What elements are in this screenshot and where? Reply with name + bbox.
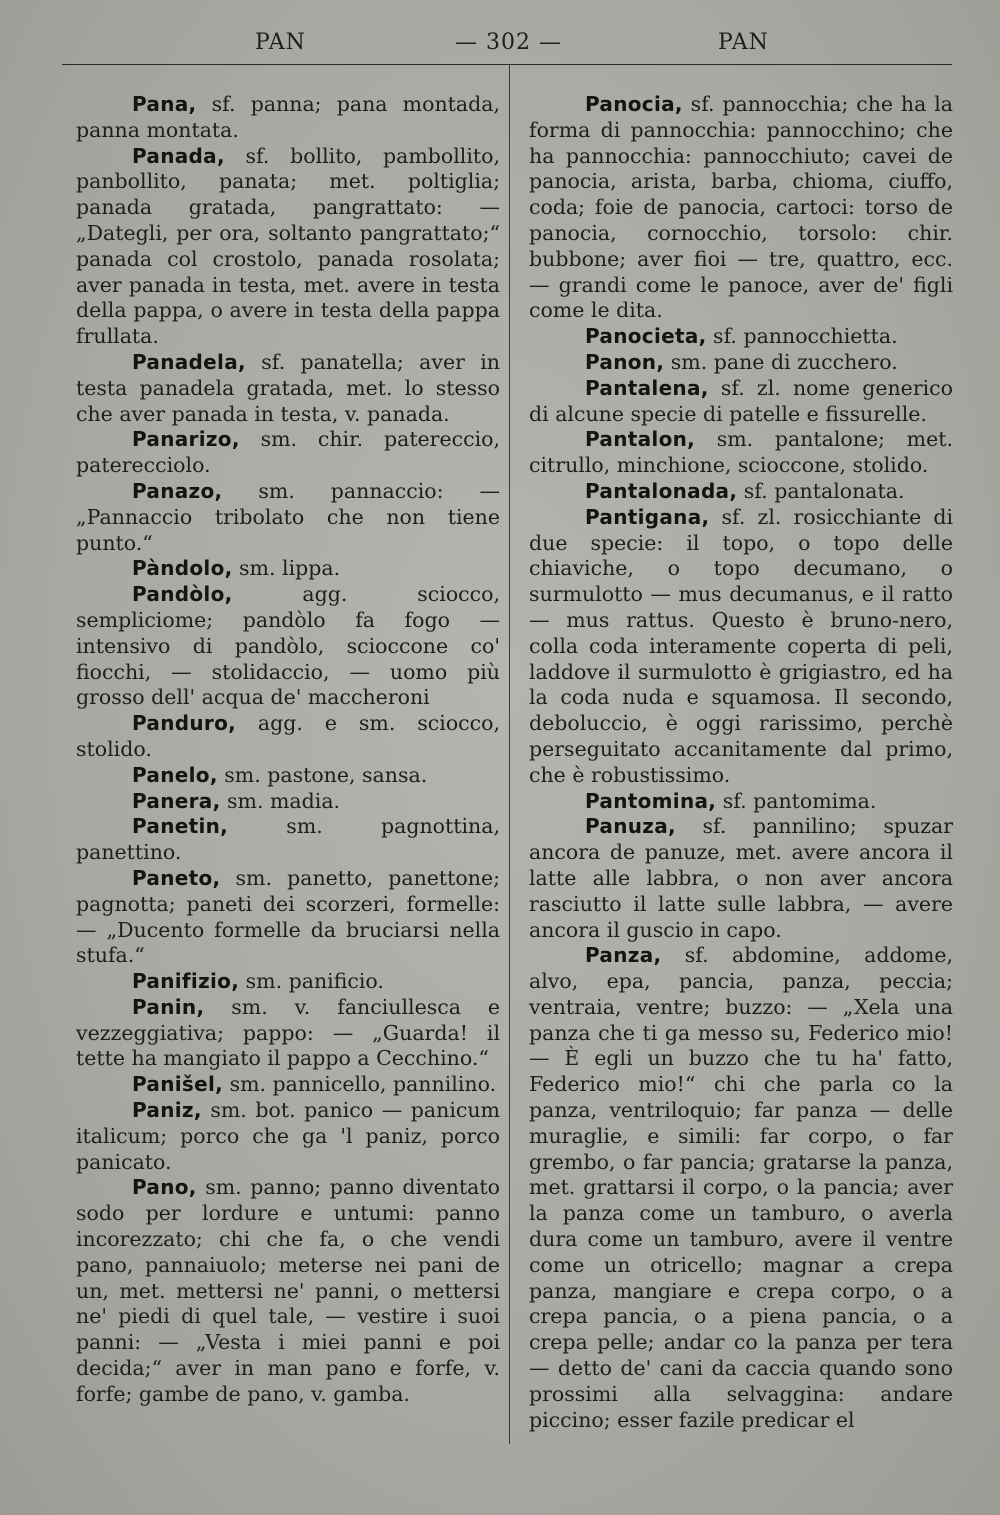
dictionary-entry	[76, 350, 500, 427]
entry-definition: sf. pantalonata.	[737, 478, 905, 503]
dictionary-entry	[76, 763, 500, 789]
entry-headword: Panuza,	[585, 814, 676, 839]
dictionary-entry	[529, 324, 953, 350]
running-head-left: PAN	[255, 30, 306, 55]
entry-definition: sf. panna; pana montada, panna montata.	[76, 92, 500, 142]
entry-headword: Paneto,	[132, 865, 221, 890]
entry-definition: sf. zl. rosicchiante di due specie: il topo, o topo delle chiaviche, o topo decumano, o surmulotto — mus decumanus, e il ratto — mus rattus. Questo è bruno-nero, colla coda interamente coperta di peli, laddove il surmulotto è grigiastro, ed ha la coda nuda e squamosa. Il secondo, deboluccio, è oggi rarissimo, perchè perseguitato accanitamente dal primo, che è robustissimo.	[529, 504, 953, 787]
entry-definition: sm. pane di zucchero.	[664, 349, 898, 374]
dictionary-entry	[76, 556, 500, 582]
entry-headword: Panduro,	[132, 711, 237, 736]
entry-definition: sm. pannaccio: — „Pannaccio tribolato che non tiene punto.“	[76, 478, 500, 555]
entry-definition: sm. pagnottina, panettino.	[76, 814, 500, 865]
entry-headword: Pandòlo,	[132, 582, 233, 607]
dictionary-entry	[76, 427, 500, 479]
entry-definition: sm. panetto, panettone; pagnotta; paneti dei scorzeri, formelle: — „Ducento formelle da bruciarsi nella stufa.“	[76, 865, 500, 968]
running-head-right: PAN	[718, 30, 769, 55]
dictionary-entry	[76, 814, 500, 866]
header-rule	[62, 64, 952, 65]
entry-definition: sm. pannicello, pannilino.	[223, 1072, 497, 1097]
entry-headword: Panza,	[585, 943, 662, 968]
entry-definition: sm. pastone, sansa.	[217, 762, 428, 787]
right-column	[529, 92, 953, 1433]
dictionary-entry	[529, 479, 953, 505]
entry-headword: Panon,	[585, 349, 665, 374]
entry-headword: Panazo,	[132, 478, 223, 503]
entry-definition: sf. pannocchia; che ha la forma di pannocchia: pannocchino; che ha pannocchia: pannocchiuto; cavei de panocia, arista, barba, chioma, ciuffo, coda; foie de panocia, cartoci: torso de panocia, cornocchio, torsolo: chir. bubbone; aver fioi — tre, quattro, ecc. — grandi come le panoce, aver de' figli come le dita.	[529, 92, 953, 323]
dictionary-entry	[76, 789, 500, 815]
entry-definition: sf. zl. nome generico di alcune specie di patelle e fissurelle.	[529, 375, 953, 426]
entry-headword: Panarizo,	[132, 427, 240, 452]
entry-definition: sm. madia.	[220, 788, 341, 813]
dictionary-entry	[529, 943, 953, 1433]
entry-definition: sf. abdomine, addome, alvo, epa, pancia, panza, peccia; ventraia, ventre; buzzo: — „Xela una panza che ti ga messo su, Federico mio! — È egli un buzzo che tu ha' fatto, Federico mio!“ chi che parla co la panza, ventriloquio; far panza — delle muraglie, e simili: far corpo, o far grembo, o far pancia; gratarse la panza, met. grattarsi il corpo, o la pancia; aver la panza come un tamburo, o averla dura come un tamburo, avere il ventre come un otricello; magnar a crepa panza, mangiare e crepa corpo, o a crepa pancia, o a piena pancia, o a crepa pelle; andar co la panza per tera — detto de' cani da caccia quando sono prossimi alla selvaggina: andare piccino; esser fazile predicar el	[529, 943, 953, 1432]
entry-headword: Pana,	[132, 92, 197, 116]
entry-definition: agg. e sm. sciocco, stolido.	[76, 711, 500, 761]
entry-headword: Pantalena,	[585, 375, 709, 400]
entry-headword: Panelo,	[132, 762, 218, 787]
dictionary-entry	[529, 92, 953, 324]
dictionary-entry	[529, 789, 953, 815]
entry-headword: Pantigana,	[585, 504, 710, 529]
column-divider	[509, 64, 510, 1444]
entry-headword: Pantalon,	[585, 427, 696, 452]
entry-headword: Panetin,	[132, 814, 229, 839]
dictionary-entry	[76, 711, 500, 763]
entry-definition: sm. pantalone; met. citrullo, minchione, scioccone, stolido.	[529, 427, 953, 478]
entry-definition: agg. sciocco, sempliciome; pandòlo fa fogo — intensivo di pandòlo, scioccone co' fiocchi, — stolidaccio, — uomo più grosso dell' acqua de' maccheroni	[76, 582, 500, 710]
entry-definition: sm. v. fanciullesca e vezzeggiativa; pappo: — „Guarda! il tette ha mangiato il pappo a Cecchino.“	[76, 994, 500, 1071]
dictionary-entry	[76, 92, 500, 144]
entry-headword: Panadela,	[132, 349, 246, 374]
dictionary-entry	[76, 1072, 500, 1098]
entry-headword: Panifizio,	[132, 969, 240, 994]
entry-definition: sf. pannilino; spuzar ancora de panuze, met. avere ancora il latte alle labbra, o non aver ancora rasciutto il latte sulle labbra, — avere ancora il guscio in capo.	[529, 814, 953, 942]
page-number: — 302 —	[455, 30, 562, 55]
dictionary-entry	[529, 505, 953, 789]
dictionary-entry	[529, 376, 953, 428]
entry-headword: Pano,	[132, 1175, 197, 1200]
dictionary-entry	[529, 350, 953, 376]
dictionary-entry	[76, 995, 500, 1072]
entry-definition: sf. pantomima.	[716, 788, 877, 813]
entry-headword: Panada,	[132, 143, 225, 168]
entry-headword: Panin,	[132, 994, 205, 1019]
entry-definition: sf. bollito, pambollito, panbollito, panata; met. poltiglia; panada gratada, pangrattato: — „Dategli, per ora, soltanto pangrattato;“ panada col crostolo, panada rosolata; aver panada in testa, met. avere in testa della pappa, o avere in testa della pappa frullata.	[76, 143, 500, 349]
entry-headword: Panišel,	[132, 1072, 224, 1097]
dictionary-entry	[76, 1175, 500, 1407]
entry-definition: sm. panificio.	[239, 969, 384, 994]
left-column	[76, 92, 500, 1408]
dictionary-entry	[76, 144, 500, 350]
entry-headword: Pàndolo,	[132, 556, 233, 581]
entry-definition: sm. bot. panico — panicum italicum; porco che ga 'l paniz, porco panicato.	[76, 1098, 500, 1174]
entry-headword: Panocia,	[585, 92, 683, 116]
entry-headword: Paniz,	[132, 1098, 202, 1123]
dictionary-entry	[529, 814, 953, 943]
entry-headword: Pantomina,	[585, 788, 717, 813]
entry-headword: Panera,	[132, 788, 221, 813]
dictionary-entry	[76, 582, 500, 711]
entry-headword: Panocieta,	[585, 324, 707, 349]
entry-definition: sm. lippa.	[232, 556, 341, 581]
dictionary-entry	[76, 866, 500, 969]
running-head	[0, 30, 1000, 64]
entry-definition: sf. pannocchietta.	[706, 324, 898, 349]
dictionary-entry	[76, 1098, 500, 1175]
entry-headword: Pantalonada,	[585, 478, 738, 503]
entry-definition: sf. panatella; aver in testa panadela gratada, met. lo stesso che aver panada in testa, v. panada.	[76, 349, 500, 426]
entry-definition: sm. chir. patereccio, paterecciolo.	[76, 427, 500, 478]
dictionary-entry	[529, 427, 953, 479]
dictionary-entry	[76, 479, 500, 556]
entry-definition: sm. panno; panno diventato sodo per lordure e untumi: panno incorezzato; chi che fa, o che vendi pano, pannaiuolo; meterse nei pani de un, met. mettersi ne' panni, o mettersi ne' piedi di quel tale, — vestire i suoi panni: — „Vesta i miei panni e poi decida;“ aver in man pano e forfe, v. forfe; gambe de pano, v. gamba.	[76, 1175, 500, 1406]
dictionary-entry	[76, 969, 500, 995]
